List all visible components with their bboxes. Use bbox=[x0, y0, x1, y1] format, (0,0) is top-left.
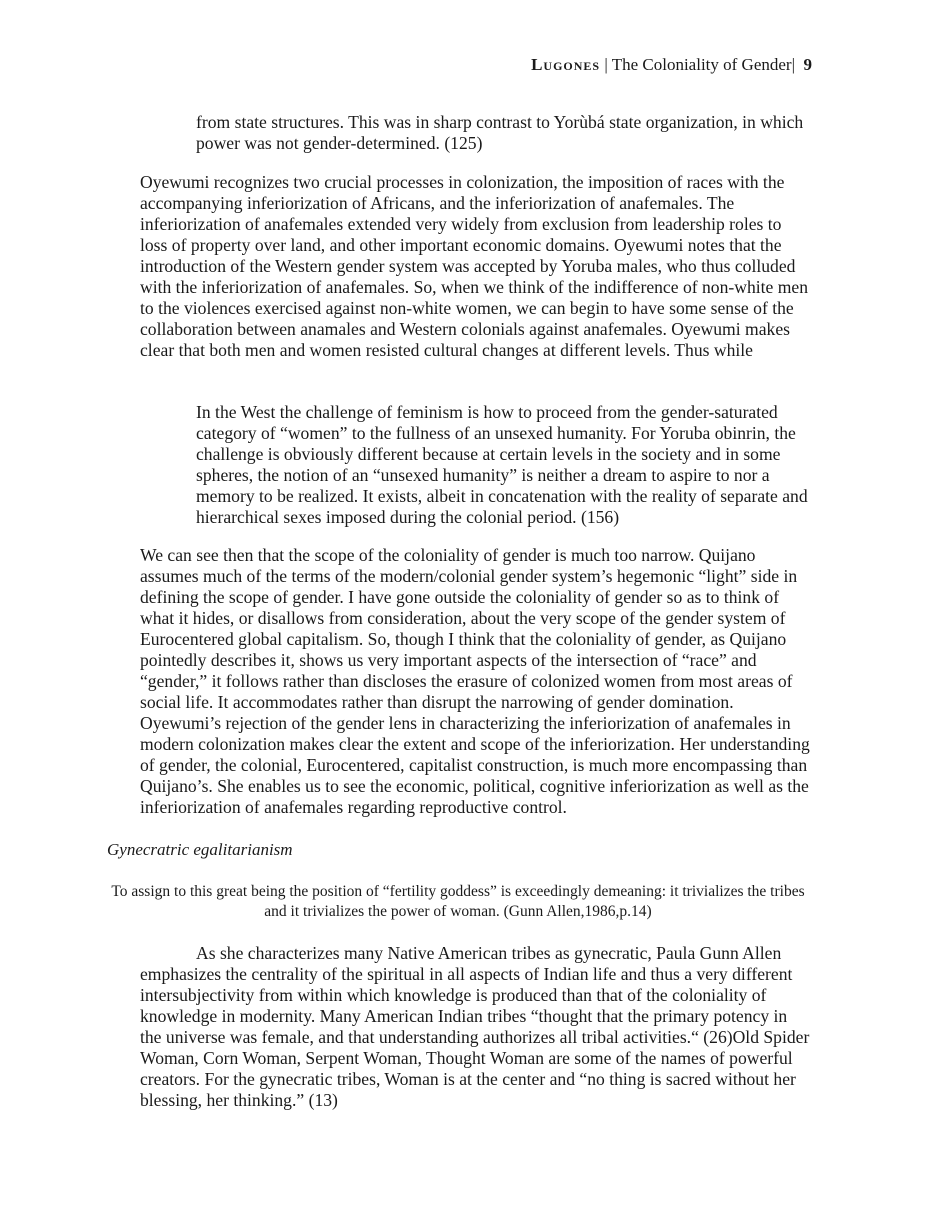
body-paragraph-1: Oyewumi recognizes two crucial processes in colonization, the imposition of races with the accompanying inferiorization of Africans, and the inferiorization of anafemales. The inferiorization of anafemales extended very widely from exclusion from leadership roles to loss of property over land, and other important economic domains. Oyewumi notes that the introduction of the Western gender system was accepted by Yoruba males, who thus colluded with the inferiorization of anafemales. So, when we think of the indifference of non-white men to the violences exercised against non-white women, we can begin to have some sense of the collaboration between anamales and Western colonials against anafemales. Oyewumi makes clear that both men and women resisted cultural changes at different levels. Thus while bbox=[140, 172, 809, 360]
header-separator: | bbox=[791, 55, 795, 74]
body-paragraph-2: We can see then that the scope of the coloniality of gender is much too narrow. Quijano assumes much of the terms of the modern/colonial gender system’s hegemonic “light” side in defining the scope of gender. I have gone outside the coloniality of gender so as to think of what it hides, or disallows from consideration, about the very scope of the gender system of Eurocentered global capitalism. So, though I think that the coloniality of gender, as Quijano pointedly describes it, shows us very important aspects of the intersection of “race” and “gender,” it follows rather than discloses the erasure of colonized women from most areas of social life. It accommodates rather than disrupt the narrowing of gender domination. Oyewumi’s rejection of the gender lens in characterizing the inferiorization of anafemales in modern colonization makes clear the extent and scope of the inferiorization. Her understanding of gender, the colonial, Eurocentered, capitalist construction, is much more encompassing than Quijano’s. She enables us to see the economic, political, cognitive inferiorization as well as the inferiorization of anafemales regarding reproductive control. bbox=[140, 545, 810, 817]
quote-continuation: from state structures. This was in sharp contrast to Yorùbá state organization, in which power was not gender-determined. (125) bbox=[196, 112, 804, 153]
header-title: The Coloniality of Gender bbox=[611, 55, 792, 74]
section-heading: Gynecratric egalitarianism bbox=[107, 840, 293, 859]
page-number: 9 bbox=[803, 55, 812, 74]
epigraph: To assign to this great being the position of “fertility goddess” is exceedingly demeaning: it trivializes the tribes and it trivializes the power of woman. (Gunn Allen,1986,p.14) bbox=[111, 883, 805, 920]
header-author: Lugones bbox=[531, 55, 601, 74]
running-header bbox=[531, 55, 812, 75]
header-separator: | bbox=[604, 55, 608, 74]
block-quote: In the West the challenge of feminism is how to proceed from the gender-saturated category of “women” to the fullness of an unsexed humanity. For Yoruba obinrin, the challenge is obviously different because at certain levels in the society and in some spheres, the notion of an “unsexed humanity” is neither a dream to aspire to nor a memory to be realized. It exists, albeit in concatenation with the reality of separate and hierarchical sexes imposed during the colonial period. (156) bbox=[196, 402, 808, 527]
body-paragraph-3: As she characterizes many Native American tribes as gynecratic, Paula Gunn Allen emphasizes the centrality of the spiritual in all aspects of Indian life and thus a very different intersubjectivity from within which knowledge is produced than that of the coloniality of knowledge in modernity. Many American Indian tribes “thought that the primary potency in the universe was female, and that understanding authorizes all tribal activities.“ (26)Old Spider Woman, Corn Woman, Serpent Woman, Thought Woman are some of the names of powerful creators. For the gynecratic tribes, Woman is at the center and “no thing is sacred without her blessing, her thinking.” (13) bbox=[140, 943, 810, 1110]
